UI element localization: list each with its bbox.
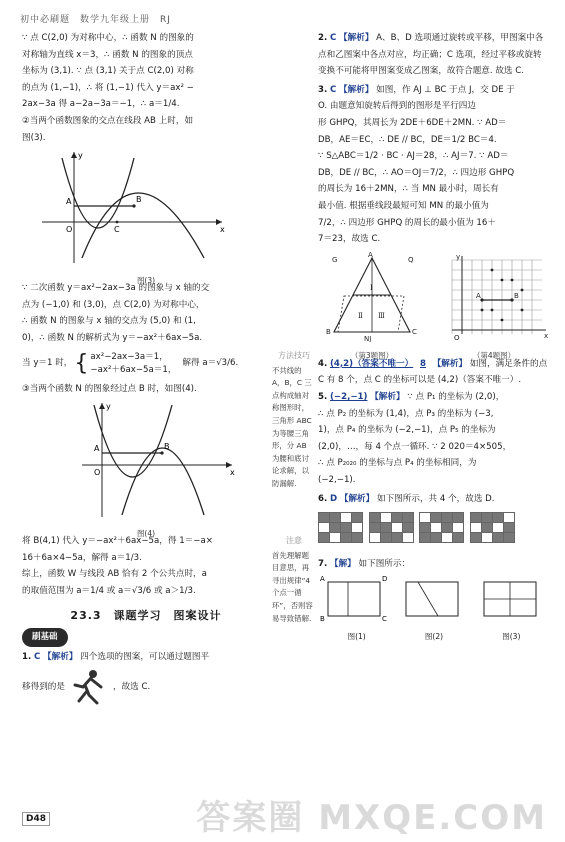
question-text: 移得到的是	[22, 681, 65, 692]
side-note-text: 首先理解题目意思，再寻出规律“4 个点一循环”，否则容易导致错解.	[272, 550, 313, 623]
figure-4	[22, 399, 270, 538]
question-1-line-2	[22, 669, 270, 705]
side-note-text: 不共线的 A，B，C 三点构成轴对称图形时，三角形 ABC 为等腰三角形，分 AB 为腰和底讨论求解，以防漏解.	[272, 365, 312, 488]
question-4	[318, 356, 550, 389]
q6-grid-patterns	[318, 512, 550, 550]
question-number: 6.	[318, 494, 328, 505]
point-label-c: C	[114, 225, 120, 235]
analysis-tag: 【解析】	[43, 651, 78, 662]
pattern-grid	[419, 512, 464, 543]
q7-captions	[318, 629, 550, 646]
question-7	[318, 556, 550, 573]
answer-choice: C	[329, 33, 337, 43]
figure-4-caption: 图(4)	[136, 528, 156, 538]
origin-label: O	[66, 225, 73, 235]
text-line: ③当两个函数 N 的图象经过点 B 时，如图(4).	[22, 383, 197, 394]
label-d: D	[382, 575, 388, 584]
side-note-title: 方法技巧	[278, 351, 310, 360]
axis-label-y: y	[106, 402, 111, 412]
pattern-grid	[470, 512, 515, 543]
pattern-grid	[369, 512, 414, 543]
left-column	[22, 30, 270, 705]
text-line: 坐标为 (3,1). ∵ 点 (3,1) 关于点 C(2,0) 对称	[22, 66, 194, 77]
label-b: B	[320, 615, 325, 623]
figure-q4-caption: （第4题图）	[472, 351, 516, 361]
page-header: 初中必刷题 数学九年级上册 RJ	[20, 15, 171, 25]
question-text: A、B、D 选项通过旋转或平移，甲图案中各点和乙图案中各点对应，均正确；C 选项，经过平移或旋转变换不可能将甲图案变成乙图案，故符合题意. 故选 C.	[318, 33, 544, 77]
figure-q4	[438, 252, 550, 361]
svg-text:A: A	[368, 251, 373, 259]
point-label-b: B	[164, 442, 170, 452]
text-line: 7＝23，故选 C.	[318, 234, 381, 245]
svg-text:O: O	[454, 333, 460, 342]
question-text: 如图，作 AJ ⊥ BC 于点 J，交 DE 于	[376, 84, 515, 95]
text-line: ∴ 点 P₂ 的坐标为 (1,4)，点 P₃ 的坐标为 (−3,	[318, 408, 494, 419]
caption-fig2: 图(2)	[424, 631, 444, 641]
solution-text: 解得 a＝√3/6.	[182, 358, 239, 369]
text-line: ②当两个函数图象的交点在线段 AB 上时，如	[22, 115, 194, 126]
equation-1: ax²−2ax−3a＝1，	[90, 351, 168, 362]
svg-text:Ⅱ: Ⅱ	[358, 311, 363, 320]
section-title: 23.3 课题学习 图案设计	[70, 608, 222, 622]
analysis-tag: 【解析】	[339, 494, 375, 505]
figure-q4-grid	[438, 252, 550, 342]
analysis-tag: 【解析】	[339, 33, 374, 43]
figure-3-caption: 图(3)	[136, 275, 156, 285]
analysis-tag: 【解析】	[339, 84, 374, 95]
text-line: DB，DE // BC，∴ AO＝OJ＝7/2，∴ 四边形 GHPQ	[318, 167, 515, 178]
text-line: 将 B(4,1) 代入 y＝−ax²＋6ax−5a，得 1＝−a×	[22, 536, 213, 547]
text-line: 对称轴为直线 x＝3，∴ 函数 N 的图象的顶点	[22, 49, 193, 60]
text-line: 1)，点 P₄ 的坐标为 (−2,−1)，点 P₅ 的坐标为	[318, 425, 496, 436]
question-text: 如下图所示，共 4 个，故选 D.	[376, 494, 495, 505]
answer-blank-2: 8	[419, 358, 426, 369]
q7-figures-drawing	[318, 572, 550, 622]
question-3	[318, 82, 550, 99]
equation-system	[90, 351, 176, 377]
page-number: D48	[22, 812, 50, 826]
label-a: A	[320, 575, 325, 584]
text-line: ∵ 点 C(2,0) 为对称中心，∴ 函数 N 的图象的	[22, 33, 194, 43]
svg-text:Ⅲ: Ⅲ	[378, 311, 385, 320]
text-line: 综上，函数 W 与线段 AB 恰有 2 个公共点时，a	[22, 569, 207, 580]
equation-2: −ax²＋6ax−5a＝1，	[90, 364, 177, 375]
question-number: 4.	[318, 358, 328, 369]
text-line: 2ax−3a 得 a−2a−3a＝−1，∴ a＝1/4.	[22, 99, 180, 110]
svg-text:G: G	[332, 255, 338, 264]
axis-label-y: y	[78, 151, 83, 161]
figure-q3-triangle	[318, 252, 426, 342]
svg-text:C: C	[412, 327, 417, 336]
text-line: ∵ 二次函数 y＝ax²−2ax−3a 的图象与 x 轴的交	[22, 283, 210, 294]
condition-text: 当 y＝1 时，	[22, 358, 73, 369]
figure-3	[22, 148, 270, 285]
text-line: 的取值范围为 a＝1/4 或 a＝√3/6 或 a＞1/3.	[22, 585, 196, 596]
answer-choice: D	[329, 494, 338, 505]
text-line: (−2,−1).	[318, 474, 356, 485]
axis-label-x: x	[220, 225, 225, 235]
text-line: 形 GHPQ，其周长为 2DE＋6DE＋2MN. ∵ AD＝	[318, 117, 507, 128]
side-note-title: 注意	[286, 536, 302, 545]
axis-label-x: x	[230, 468, 235, 478]
brace-icon: {	[74, 350, 89, 376]
question-text: 四个选项的图案，可以通过题图平	[80, 651, 210, 662]
question-number: 5.	[318, 391, 328, 402]
analysis-tag: 【解析】	[432, 358, 468, 369]
watermark: 答案圈 MXQE.COM	[196, 798, 547, 838]
text-line: (2,0)，…，每 4 个点一循环. ∵ 2 020＝4×505，	[318, 441, 512, 452]
text-line: 7/2，∴ 四边形 GHPQ 的周长的最小值为 16＋	[318, 217, 496, 228]
caption-fig3: 图(3)	[502, 631, 521, 641]
answer-blank-1: (4,2)（答案不唯一）	[329, 358, 414, 369]
svg-text:y: y	[456, 252, 461, 261]
equation-system-line	[22, 347, 270, 381]
point-label-a: A	[66, 197, 72, 207]
text-line: 16＋6a×4−5a，解得 a＝1/3.	[22, 552, 142, 563]
caption-fig1: 图(1)	[347, 631, 366, 641]
question-5	[318, 389, 550, 406]
svg-text:Q: Q	[408, 255, 414, 264]
pattern-grid	[318, 512, 363, 543]
text-line: 点为 (−1,0) 和 (3,0)，点 C(2,0) 为对称中心，	[22, 299, 205, 310]
question-number: 7.	[318, 558, 328, 569]
right-column	[318, 30, 550, 641]
point-label-b: B	[136, 195, 142, 205]
label-c: C	[382, 615, 387, 623]
text-line: ∵ S△ABC＝1/2 · BC · AJ＝28，∴ AJ＝7. ∵ AD＝	[318, 151, 509, 162]
svg-text:B: B	[326, 327, 331, 336]
side-note-method	[272, 350, 316, 491]
analysis-tag: 【解】	[329, 558, 356, 569]
text-line: DB，AE＝EC，∴ DE // BC，DE＝1/2 BC＝4.	[318, 134, 497, 145]
analysis-tag: 【解析】	[370, 391, 405, 402]
question-6	[318, 491, 550, 508]
question-number: 1.	[22, 651, 32, 662]
question-number: 2.	[318, 33, 328, 43]
figure-q3	[318, 251, 426, 361]
side-note-caution	[272, 535, 316, 625]
text-line: 的周长为 16＋2MN，∴ 当 MN 最小时，周长有	[318, 184, 499, 195]
answer-blank: (−2,−1)	[329, 391, 368, 402]
question-text: 如下图所示：	[358, 558, 411, 569]
svg-text:A: A	[476, 291, 481, 300]
text-line: 最小值. 根据垂线段最短可知 MN 的最小值为	[318, 200, 489, 211]
answer-choice: C	[33, 651, 41, 662]
svg-text:Ⅰ: Ⅰ	[370, 283, 373, 292]
origin-label: O	[94, 468, 101, 478]
text-line: ∴ 函数 N 的图象与 x 轴的交点为 (5,0) 和 (1,	[22, 316, 196, 327]
figure-4-graph	[22, 399, 270, 519]
section-badge-row	[22, 628, 270, 647]
section-badge: 刷基础	[22, 628, 68, 647]
question-1	[22, 649, 270, 666]
text-line: 的点为 (1,−1)，∴ 将 (1,−1) 代入 y＝ax² −	[22, 82, 194, 93]
question-text: ，故选 C.	[112, 681, 151, 692]
text-line: ∴ 点 P₂₀₂₀ 的坐标与点 P₄ 的坐标相同，为	[318, 458, 477, 469]
question-number: 3.	[318, 84, 328, 95]
question-text: 如图，满足条件的点 C 有 8 个，点 C 的坐标可以是 (4,2)（答案不唯一）.	[318, 358, 548, 386]
question-text: ∵ 点 P₁ 的坐标为 (2,0)，	[407, 391, 505, 402]
text-line: 图(3).	[22, 132, 46, 143]
q7-figures	[318, 572, 550, 641]
figure-q3-caption: （第3题图）	[350, 351, 394, 361]
svg-text:NJ: NJ	[364, 334, 372, 342]
question-2	[318, 30, 550, 80]
svg-text:B: B	[514, 291, 519, 300]
text-line: O. 由题意知旋转后得到的图形是平行四边	[318, 101, 476, 112]
figures-row-q3-q4	[318, 251, 550, 361]
point-label-a: A	[94, 444, 100, 454]
figure-3-graph	[22, 148, 270, 266]
answer-choice: C	[329, 84, 337, 95]
text-line: 0)，∴ 函数 N 的解析式为 y＝−ax²＋6ax−5a.	[22, 332, 203, 343]
skater-figure	[69, 669, 109, 705]
svg-text:x: x	[544, 331, 549, 340]
